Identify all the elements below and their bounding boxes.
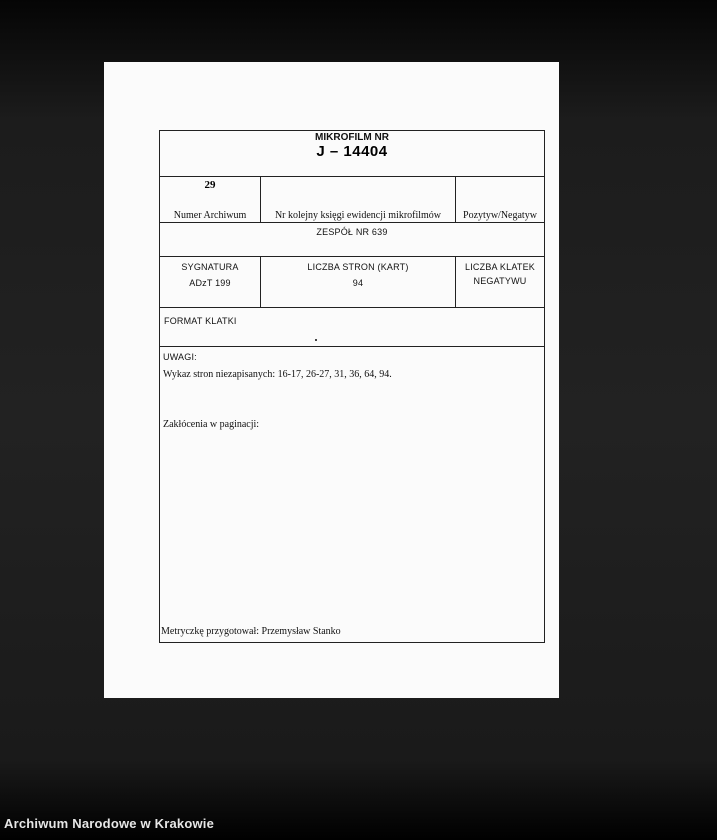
notes-area [160,347,544,642]
scan-dot [315,339,317,341]
frames-label-line1: LICZBA KLATEK [465,262,535,272]
signature-label: SYGNATURA [181,262,239,272]
prepared-by: Metryczkę przygotował: Przemysław Stanko [161,626,341,637]
frames-cell [456,257,544,307]
ledger-label: Nr kolejny księgi ewidencji mikrofilmów [274,210,442,221]
archive-label: Numer Archiwum [173,210,247,221]
pages-cell [261,257,456,307]
notes-label: UWAGI: [163,352,197,362]
frame-format-label: FORMAT KLATKI [164,316,237,326]
frames-label-line2: NEGATYWU [473,276,527,286]
polarity-cell [456,177,544,222]
pages-value: 94 [352,278,364,288]
fonds-row [160,223,544,257]
header-row [160,131,544,177]
metric-sheet [104,62,559,698]
archive-row [160,177,544,223]
fonds-number: ZESPÓŁ NR 639 [316,227,388,237]
pagination-note: Zakłócenia w paginacji: [163,419,260,430]
details-row [160,257,544,308]
frame-format-row [160,308,544,347]
microfilm-number: J – 14404 [316,143,388,160]
archive-number: 29 [204,179,216,191]
polarity-label: Pozytyw/Negatyw [463,210,537,221]
ledger-cell [261,177,456,222]
archive-cell [160,177,261,222]
pages-label: LICZBA STRON (KART) [307,262,409,272]
metric-card [159,130,545,643]
archive-caption: Archiwum Narodowe w Krakowie [4,816,215,831]
signature-cell [160,257,261,307]
blank-pages-note: Wykaz stron niezapisanych: 16-17, 26-27, 31, 36, 64, 94. [163,369,392,380]
microfilm-title: MIKROFILM NR [315,132,389,143]
signature-value: ADzT 199 [189,278,231,288]
